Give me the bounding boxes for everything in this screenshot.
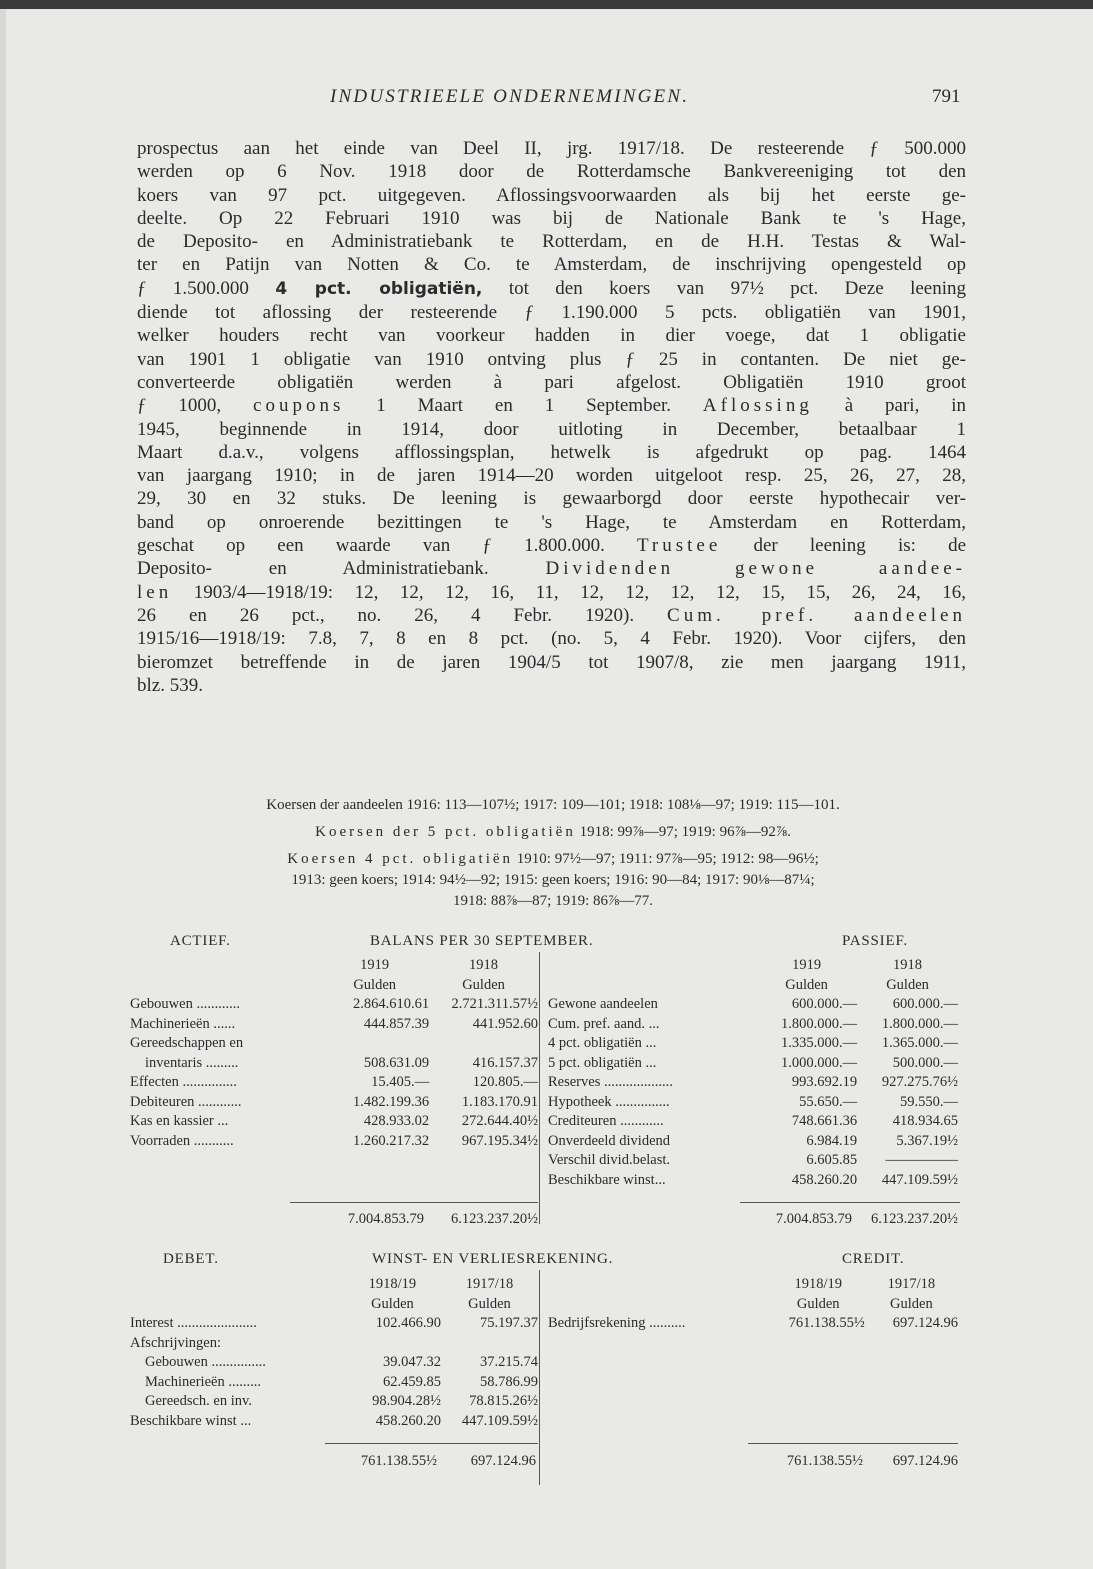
text-line (137, 557, 966, 580)
text-run: ƒ 1000, (137, 395, 254, 417)
text-run: 1910: 97½—97; 1911: 97⅞—95; 1912: 98—96½; (513, 851, 819, 867)
text-line: Maart d.a.v., volgens afflossingsplan, hetwelk is afgedrukt op pag. 1464 (137, 441, 966, 463)
year-header: 1918/19 (794, 1276, 842, 1292)
unit-header: Gulden (796, 1295, 840, 1312)
spaced-term: Aflossing (702, 395, 813, 417)
value-1918: ————— (885, 1152, 958, 1168)
row-label: Interest ...................... (130, 1315, 257, 1331)
value-1918: 272.644.40½ (461, 1113, 538, 1129)
value-1919: 428.933.02 (363, 1113, 430, 1129)
value-1918: 5.367.19½ (896, 1132, 958, 1149)
actief-totals (310, 1210, 538, 1230)
unit-header: Gulden (462, 976, 505, 993)
scan-left-edge (0, 9, 6, 1569)
value-1918-19: 102.466.90 (375, 1315, 441, 1331)
text-line: werden op 6 Nov. 1918 door de Rotterdamsche Bankvereeniging tot den (137, 161, 966, 183)
balans-heading (130, 933, 970, 955)
value-1919: 55.650.— (799, 1093, 858, 1110)
totals-row (768, 1452, 958, 1472)
debet-table (130, 1275, 538, 1431)
scan-top-edge (0, 0, 1093, 9)
row-label: Debiteuren ............ (130, 1093, 242, 1110)
total-1918-19: 761.138.55½ (360, 1453, 437, 1469)
text-line: ter en Patijn van Notten & Co. te Amsterdam, de inschrijving opengesteld op (137, 254, 966, 276)
value-1918-19: 39.047.32 (382, 1354, 441, 1370)
text-run: 26 en 26 pct., no. 26, 4 Febr. 1920). (137, 604, 668, 626)
value-1917-18: 75.197.37 (480, 1315, 538, 1331)
actief-label: ACTIEF. (170, 933, 231, 949)
credit-label: CREDIT. (842, 1251, 905, 1267)
total-1918: 6.123.237.20½ (451, 1211, 538, 1227)
total-1918: 6.123.237.20½ (871, 1211, 958, 1227)
row-label: Gereedsch. en inv. (145, 1393, 252, 1409)
value-1917-18: 58.786.99 (480, 1373, 538, 1390)
table-row (130, 1112, 538, 1132)
total-1918-19: 761.138.55½ (786, 1453, 863, 1469)
text-line: deelte. Op 22 Februari 1910 was bij de Nationale Bank te 's Hage, (137, 207, 966, 229)
total-1917-18: 697.124.96 (470, 1453, 536, 1469)
value-1918: 500.000.— (892, 1054, 958, 1071)
value-1917-18: 78.815.26½ (469, 1393, 538, 1409)
year-row (130, 1275, 538, 1295)
value-1919: 993.692.19 (791, 1074, 858, 1090)
value-1918-19: 761.138.55½ (788, 1315, 865, 1331)
row-label: Gewone aandeelen (548, 996, 658, 1012)
text-line (137, 581, 966, 604)
text-run: 1918: 99⅞—97; 1919: 96⅞—92⅞. (575, 824, 791, 840)
value-1919: 748.661.36 (791, 1113, 858, 1129)
unit-row (548, 976, 958, 996)
table-row (548, 1171, 958, 1191)
text-run: Deposito- en Administratiebank. (137, 558, 546, 580)
text-line: bieromzet betreffende in de jaren 1904/5 tot 1907/8, zie men jaargang 1911, (137, 651, 966, 673)
text-line: van jaargang 1910; in de jaren 1914—20 worden uitgeloot resp. 25, 26, 27, 28, (137, 465, 966, 487)
table-row (130, 1373, 538, 1393)
unit-header: Gulden (886, 976, 929, 993)
row-label: Verschil divid.belast. (548, 1152, 671, 1168)
unit-row (130, 1295, 538, 1315)
row-label: Reserves ................... (548, 1074, 673, 1090)
spaced-term: coupons (253, 395, 345, 417)
page-header (0, 86, 1093, 116)
table-row (130, 1015, 538, 1035)
credit-totals (768, 1452, 958, 1472)
value-1919: 1.335.000.— (780, 1035, 858, 1051)
table-row (130, 1314, 538, 1334)
winst-title: WINST- EN VERLIESREKENING. (372, 1251, 614, 1267)
table-row (548, 1034, 958, 1054)
actief-table (130, 956, 538, 1151)
value-1919: 444.857.39 (363, 1015, 430, 1032)
spaced-term: Cum. pref. aandeelen (667, 604, 966, 626)
value-1918-19: 98.904.28½ (372, 1393, 441, 1409)
text-line: 29, 30 en 32 stuks. De leening is gewaarborgd door eerste hypothecair ver- (137, 488, 966, 510)
value-1919: 6.984.19 (806, 1132, 858, 1149)
row-label: Gereedschappen en (130, 1035, 244, 1051)
value-1917-18: 447.109.59½ (461, 1412, 538, 1429)
koersen-4pct (140, 849, 966, 870)
value-1919: 458.260.20 (791, 1171, 858, 1188)
text-run: 1 Maart en 1 September. (344, 395, 703, 417)
year-header: 1918 (469, 957, 499, 973)
text-line: 1945, beginnende in 1914, door uitloting in December, betaalbaar 1 (137, 418, 966, 440)
row-label: Hypotheek ............... (548, 1093, 670, 1110)
text-line: converteerde obligatiën werden à pari afgelost. Obligatiën 1910 groot (137, 371, 966, 393)
text-line (137, 277, 966, 301)
value-1918: 1.183.170.91 (461, 1093, 538, 1110)
column-divider (539, 952, 540, 1224)
table-row (130, 1392, 538, 1412)
koersen-4pct-cont: 1918: 88⅞—87; 1919: 86⅞—77. (452, 893, 653, 909)
spaced-term: len (137, 581, 173, 603)
page-number: 791 (932, 86, 961, 107)
table-row (548, 1073, 958, 1093)
value-1918: 441.952.60 (472, 1015, 538, 1032)
year-header: 1918 (893, 957, 923, 973)
table-row (130, 1353, 538, 1373)
totals-row (746, 1210, 958, 1230)
table-row (130, 1093, 538, 1113)
row-label: Beschikbare winst... (548, 1171, 666, 1188)
bold-heading: 4 pct. obligatiën, (275, 278, 483, 299)
table-row (130, 1073, 538, 1093)
value-1918: 967.195.34½ (461, 1132, 538, 1149)
value-1918: 416.157.37 (472, 1054, 538, 1071)
total-rule (325, 1443, 538, 1444)
koersen-5pct (140, 822, 966, 843)
value-1918: 120.805.— (472, 1074, 538, 1090)
value-1918: 600.000.— (892, 996, 958, 1012)
table-row (130, 1034, 538, 1054)
winst-heading (130, 1251, 970, 1273)
table-row (548, 1132, 958, 1152)
table-row (130, 1334, 538, 1354)
value-1918: 447.109.59½ (881, 1171, 958, 1188)
koersen-4pct-cont: 1913: geen koers; 1914: 94½—92; 1915: geen koers; 1916: 90—84; 1917: 90⅛—87¼; (291, 872, 815, 888)
spaced-term: Dividenden gewone aandee- (545, 558, 966, 580)
year-header: 1919 (792, 957, 822, 973)
row-label: Bedrijfsrekening .......... (548, 1315, 686, 1331)
total-1919: 7.004.853.79 (775, 1211, 852, 1227)
row-label: Gebouwen ............... (145, 1354, 266, 1370)
passief-table (548, 956, 958, 1190)
text-line: band op onroerende bezittingen te 's Hage, te Amsterdam en Rotterdam, (137, 511, 966, 533)
text-line: welker houders recht van voorkeur hadden in dier voege, dat 1 obligatie (137, 325, 966, 347)
total-rule (290, 1202, 538, 1203)
unit-row (548, 1295, 958, 1315)
text-line (137, 534, 966, 557)
value-1919: 15.405.— (371, 1074, 430, 1090)
text-line: de Deposito- en Administratiebank te Rotterdam, en de H.H. Testas & Wal- (137, 231, 966, 253)
running-title: INDUSTRIEELE ONDERNEMINGEN. (330, 86, 690, 107)
table-row (548, 1015, 958, 1035)
table-row (548, 1314, 958, 1334)
unit-header: Gulden (785, 976, 828, 993)
value-1919: 6.605.85 (806, 1152, 858, 1168)
text-line: koers van 97 pct. uitgegeven. Aflossingsvoorwaarden als bij het eerste ge- (137, 184, 966, 206)
unit-header: Gulden (353, 976, 397, 993)
row-label: inventaris ......... (145, 1054, 239, 1071)
body-text (137, 137, 966, 697)
text-run: 1903/4—1918/19: 12, 12, 12, 16, 11, 12, 12, 12, 12, 15, 15, 26, 24, 16, (172, 581, 966, 603)
row-label: Kas en kassier ... (130, 1113, 229, 1129)
value-1919: 1.800.000.— (780, 1015, 858, 1032)
row-label: Machinerieën ......... (145, 1373, 261, 1390)
unit-row (130, 976, 538, 996)
text-line: 1915/16—1918/19: 7.8, 7, 8 en 8 pct. (no. 5, 4 Febr. 1920). Voor cijfers, den (137, 628, 966, 650)
passief-label: PASSIEF. (842, 933, 908, 949)
total-1919: 7.004.853.79 (347, 1211, 424, 1227)
table-row (548, 1112, 958, 1132)
spaced-term: Koersen der 5 pct. obligatiën (315, 824, 576, 840)
value-1919: 508.631.09 (363, 1054, 430, 1071)
text-run: geschat op een waarde van ƒ 1.800.000. (137, 535, 637, 557)
passief-totals (746, 1210, 958, 1230)
text-run: der leening is: de (721, 535, 966, 557)
total-rule (740, 1202, 960, 1203)
row-label: Afschrijvingen: (130, 1334, 222, 1351)
text-run: tot den koers van 97½ pct. Deze leening (482, 277, 967, 299)
year-header: 1918/19 (368, 1276, 417, 1292)
row-label: 4 pct. obligatiën ... (548, 1035, 657, 1051)
credit-table (548, 1275, 958, 1334)
row-label: Gebouwen ............ (130, 996, 240, 1012)
koersen-aandeelen: Koersen der aandeelen 1916: 113—107½; 1917: 109—101; 1918: 108⅛—97; 1919: 115—101. (266, 797, 840, 813)
row-label: Beschikbare winst ... (130, 1412, 252, 1429)
value-1918: 2.721.311.57½ (451, 996, 538, 1012)
value-1917-18: 37.215.74 (480, 1354, 538, 1370)
text-line: prospectus aan het einde van Deel II, jrg. 1917/18. De resteerende ƒ 500.000 (137, 138, 966, 159)
year-header: 1917/18 (887, 1276, 936, 1292)
table-row (130, 995, 538, 1015)
unit-header: Gulden (890, 1295, 933, 1312)
value-1918-19: 458.260.20 (375, 1412, 441, 1429)
total-1917-18: 697.124.96 (892, 1453, 958, 1469)
value-1918: 1.800.000.— (881, 1015, 958, 1032)
table-row (548, 1093, 958, 1113)
value-1919: 1.260.217.32 (352, 1132, 430, 1149)
unit-header: Gulden (371, 1295, 414, 1312)
row-label: 5 pct. obligatiën ... (548, 1054, 657, 1071)
unit-header: Gulden (468, 1295, 511, 1312)
value-1918: 1.365.000.— (881, 1035, 958, 1051)
text-line (137, 604, 966, 627)
debet-label: DEBET. (163, 1251, 219, 1267)
value-1918: 927.275.76½ (881, 1074, 958, 1090)
table-row (548, 1151, 958, 1171)
table-row (548, 1054, 958, 1074)
debet-totals (338, 1452, 536, 1472)
column-divider (539, 1270, 540, 1485)
text-run: ƒ 1.500.000 (137, 277, 276, 299)
value-1919: 1.482.199.36 (352, 1093, 430, 1110)
totals-row (310, 1210, 538, 1230)
totals-row (338, 1452, 536, 1472)
value-1917-18: 697.124.96 (892, 1315, 958, 1331)
text-line: diende tot aflossing der resteerende ƒ 1.190.000 5 pcts. obligatiën van 1901, (137, 302, 966, 324)
value-1919: 2.864.610.61 (352, 996, 430, 1012)
year-header: 1917/18 (465, 1276, 514, 1292)
text-line (137, 394, 966, 417)
spaced-term: Koersen 4 pct. obligatiën (287, 851, 514, 867)
row-label: Crediteuren ............ (548, 1113, 664, 1129)
year-row (548, 1275, 958, 1295)
year-row (548, 956, 958, 976)
row-label: Cum. pref. aand. ... (548, 1015, 660, 1032)
total-rule (748, 1443, 958, 1444)
year-row (130, 956, 538, 976)
table-row (130, 1412, 538, 1432)
row-label: Effecten ............... (130, 1074, 237, 1090)
table-row (130, 1054, 538, 1074)
spaced-term: Trustee (636, 535, 722, 557)
table-row (130, 1132, 538, 1152)
balans-title: BALANS PER 30 SEPTEMBER. (370, 933, 594, 949)
value-1918: 59.550.— (900, 1093, 958, 1110)
text-line: van 1901 1 obligatie van 1910 ontving plus ƒ 25 in contanten. De niet ge- (137, 348, 966, 370)
value-1918-19: 62.459.85 (382, 1373, 441, 1390)
text-run: à pari, in (812, 395, 966, 417)
value-1918: 418.934.65 (892, 1113, 958, 1129)
value-1919: 600.000.— (791, 996, 858, 1012)
value-1919: 1.000.000.— (780, 1054, 858, 1071)
table-row (548, 995, 958, 1015)
year-header: 1919 (360, 957, 390, 973)
row-label: Machinerieën ...... (130, 1015, 236, 1032)
row-label: Voorraden ........... (130, 1132, 234, 1149)
text-line: blz. 539. (137, 674, 203, 696)
row-label: Onverdeeld dividend (548, 1132, 671, 1149)
